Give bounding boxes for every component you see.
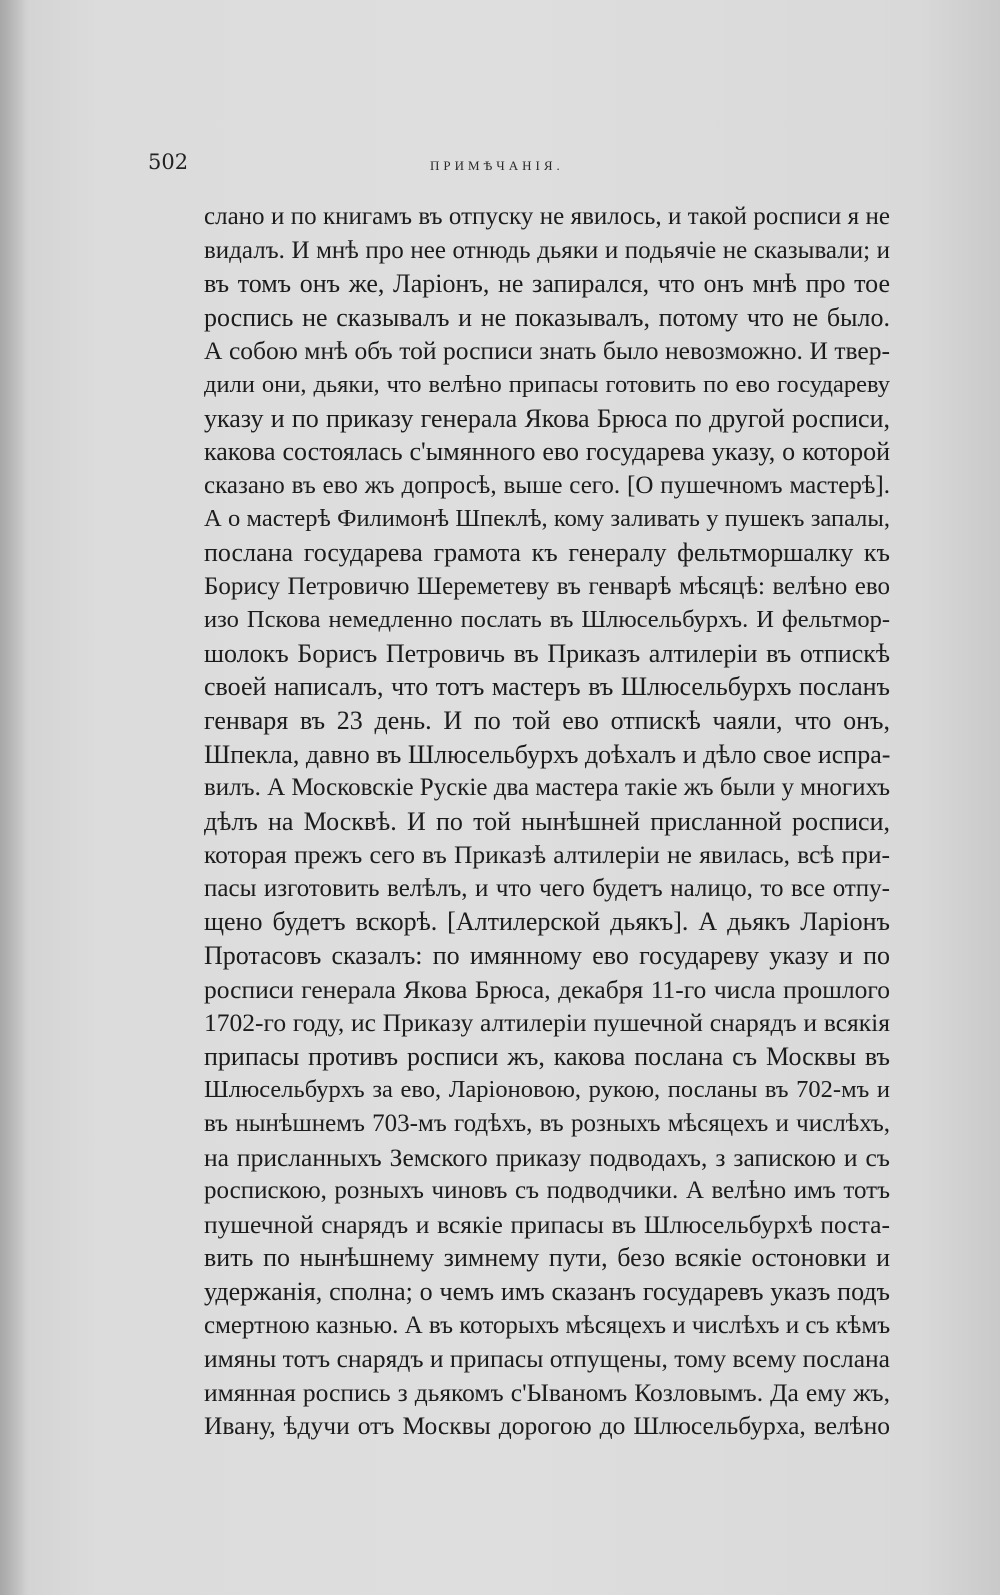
text-line: смертною казнью. А въ которыхъ мѣсяцехъ и числѣхъ и съ кѣмъ xyxy=(204,1311,891,1339)
text-line: дили они, дьяки, что велѣно припасы готовить по ево государеву xyxy=(204,370,890,398)
text-line: роспись не сказывалъ и не показывалъ, потому что не было. xyxy=(204,302,890,332)
text-line: шолокъ Борисъ Петровичь въ Приказъ алтилеріи въ отпискѣ xyxy=(204,638,890,668)
text-line: генваря въ 23 день. И по той ево отпискѣ чаяли, что онъ, xyxy=(204,705,890,735)
text-line: 1702-го году, ис Приказу алтилеріи пушечной снарядъ и всякія xyxy=(204,1008,890,1038)
text-line: изо Пскова немедленно послать въ Шлюсельбурхъ. И фельтмор- xyxy=(204,606,890,634)
text-line: А о мастерѣ Филимонѣ Шпеклѣ, кому заливать у пушекъ запалы, xyxy=(204,505,890,533)
text-line: щено будетъ вскорѣ. [Алтилерской дьякъ]. А дьякъ Ларіонъ xyxy=(204,907,890,937)
running-head: ПРИМѢЧАНІЯ. xyxy=(430,158,564,173)
text-line: какова состоялась с'ымянного ево государева указу, о которой xyxy=(204,437,890,467)
text-line: припасы противъ росписи жъ, какова послана съ Москвы въ xyxy=(204,1041,890,1071)
text-line: вилъ. А Московскіе Рускіе два мастера такіе жъ были у многихъ xyxy=(204,774,891,802)
text-line: пушечной снарядъ и всякіе припасы въ Шлюсельбурхѣ поста- xyxy=(204,1209,890,1239)
text-line: удержанія, сполна; о чемъ имъ сказанъ государевъ указъ подъ xyxy=(204,1277,890,1306)
text-line: Протасовъ сказалъ: по имянному ево государеву указу и по xyxy=(204,941,890,971)
text-line: пасы изготовить велѣлъ, и что чего будетъ налицо, то все отпу- xyxy=(204,874,890,902)
text-line: роспискою, розныхъ чиновъ съ подводчики. А велѣно имъ тотъ xyxy=(204,1177,890,1205)
text-line: дѣлъ на Москвѣ. И по той нынѣшней присланной росписи, xyxy=(204,806,890,836)
text-line: Шпекла, давно въ Шлюсельбурхъ доѣхалъ и дѣло свое испра- xyxy=(204,739,891,769)
text-line: Ивану, ѣдучи отъ Москвы дорогою до Шлюсельбурха, велѣно xyxy=(204,1411,890,1441)
text-line: вить по нынѣшнему зимнему пути, безо всякіе остоновки и xyxy=(204,1243,890,1273)
page-number: 502 xyxy=(148,150,189,174)
text-line: указу и по приказу генерала Якова Брюса по другой росписи, xyxy=(204,403,890,433)
text-line: которая прежъ сего въ Приказѣ алтилеріи не явилась, всѣ при- xyxy=(204,840,890,870)
text-line: своей написалъ, что тотъ мастеръ въ Шлюсельбурхъ посланъ xyxy=(204,672,890,702)
gutter-shadow xyxy=(0,0,26,1595)
text-line: имянная роспись з дьякомъ с'Ываномъ Козловымъ. Да ему жъ, xyxy=(204,1377,890,1407)
page-header xyxy=(148,150,918,180)
text-line: Борису Петровичю Шереметеву въ генварѣ мѣсяцѣ: велѣно ево xyxy=(204,572,890,600)
text-line: А собою мнѣ объ той росписи знать было невозможно. И твер- xyxy=(204,336,890,366)
text-line: Шлюсельбурхъ за ево, Ларіоновою, рукою, посланы въ 702-мъ и xyxy=(204,1076,890,1104)
text-line: въ томъ онъ же, Ларіонъ, не запирался, что онъ мнѣ про тое xyxy=(204,269,890,299)
text-line: видалъ. И мнѣ про нее отнюдь дьяки и подьячіе не сказывали; и xyxy=(204,236,890,264)
text-line: въ нынѣшнемъ 703-мъ годѣхъ, въ розныхъ мѣсяцехъ и числѣхъ, xyxy=(204,1110,890,1138)
text-line: послана государева грамота къ генералу фельтморшалку къ xyxy=(204,537,890,567)
text-line: на присланныхъ Земского приказу подводахъ, з запискою и съ xyxy=(204,1142,890,1172)
text-line: имяны тотъ снарядъ и припасы отпущены, тому всему послана xyxy=(204,1344,890,1374)
body-text xyxy=(204,200,890,1443)
text-line: сказано въ ево жъ допросѣ, выше сего. [О пушечномъ мастерѣ]. xyxy=(204,471,890,499)
text-line: слано и по книгамъ въ отпуску не явилось, и такой росписи я не xyxy=(204,203,890,230)
text-line: росписи генерала Якова Брюса, декабря 11-го числа прошлого xyxy=(204,974,890,1004)
